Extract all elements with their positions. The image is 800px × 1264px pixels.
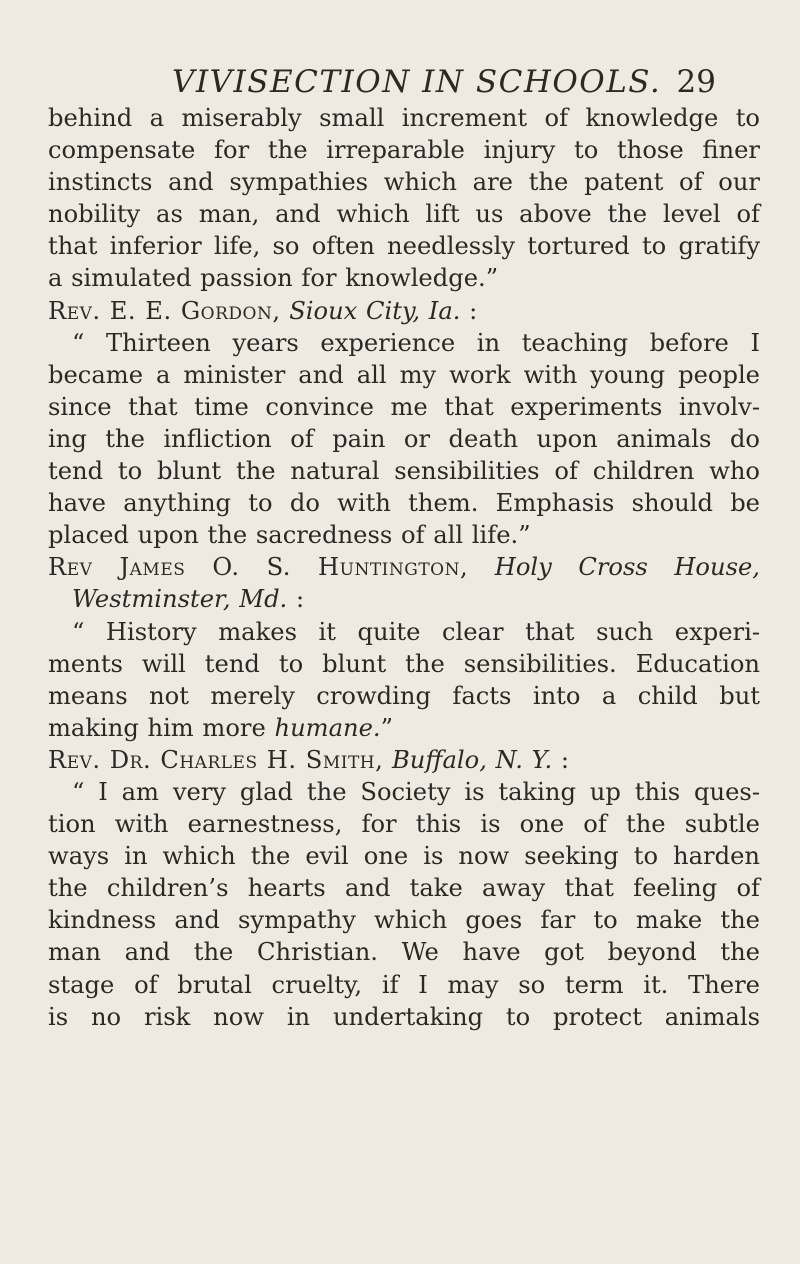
attribution-name: Rev. Dr. Charles H. Smith, — [48, 745, 384, 774]
text-line: since that time convince me that experiments involv- — [48, 392, 760, 421]
text-line: means not merely crowding facts into a child but — [48, 681, 760, 710]
attribution-smith — [48, 744, 760, 776]
text-line: ments will tend to blunt the sensibilities. Education — [48, 649, 760, 678]
quote-huntington — [48, 616, 760, 744]
paragraph-continuation — [48, 102, 760, 295]
emphasis-text: humane. — [274, 713, 381, 742]
attribution-place: Holy Cross House, — [494, 553, 760, 582]
text-line: a simulated passion for knowledge.” — [48, 264, 499, 293]
attribution-colon: : — [460, 296, 478, 325]
text-line: the children’s hearts and take away that feeling of — [48, 874, 760, 903]
text-line: tend to blunt the natural sensibilities of children who — [48, 457, 760, 486]
text-fragment: making him more — [48, 713, 275, 742]
text-line: “ I am very glad the Society is taking up this ques- — [72, 777, 760, 806]
attribution-huntington — [48, 551, 760, 583]
text-fragment: ” — [380, 713, 393, 742]
attribution-place: Sioux City, Ia. — [289, 296, 461, 325]
text-line — [48, 712, 760, 744]
text-line: “ Thirteen years experience in teaching before I — [72, 328, 760, 357]
text-line: placed upon the sacredness of all life.” — [48, 521, 531, 550]
text-line: tion with earnestness, for this is one of the subtle — [48, 810, 760, 839]
text-line: man and the Christian. We have got beyond the — [48, 938, 760, 967]
attribution-place: Westminster, Md. — [72, 585, 288, 614]
attribution-huntington-cont — [48, 583, 760, 615]
quote-smith — [48, 776, 760, 1033]
quote-gordon — [48, 327, 760, 552]
attribution-name: Rev James O. S. Huntington, — [48, 553, 469, 582]
attribution-colon: : — [552, 745, 569, 774]
attribution-colon: : — [287, 585, 305, 614]
attribution-gordon — [48, 295, 760, 327]
text-line: compensate for the irreparable injury to those finer — [48, 136, 760, 165]
text-line: behind a miserably small increment of knowledge to — [48, 104, 760, 132]
text-line: “ History makes it quite clear that such experi- — [72, 617, 760, 646]
text-line: nobility as man, and which lift us above the level of — [48, 200, 760, 229]
text-line: kindness and sympathy which goes far to make the — [48, 906, 760, 935]
text-line: became a minister and all my work with young people — [48, 360, 760, 389]
text-line: instincts and sympathies which are the patent of our — [48, 168, 760, 197]
running-head — [0, 62, 800, 102]
running-title: VIVISECTION IN SCHOOLS. — [172, 64, 662, 100]
attribution-place: Buffalo, N. Y. — [392, 745, 553, 774]
attribution-name: Rev. E. E. Gordon, — [48, 296, 281, 325]
text-line: ways in which the evil one is now seeking to harden — [48, 842, 760, 871]
body-text — [48, 102, 760, 1033]
text-line: stage of brutal cruelty, if I may so term it. There — [48, 970, 760, 999]
text-line: have anything to do with them. Emphasis should be — [48, 489, 760, 518]
text-line: that inferior life, so often needlessly tortured to gratify — [48, 232, 760, 261]
page-number: 29 — [676, 64, 716, 100]
text-line: ing the infliction of pain or death upon animals do — [48, 424, 760, 453]
text-line: is no risk now in undertaking to protect animals — [48, 1002, 760, 1031]
